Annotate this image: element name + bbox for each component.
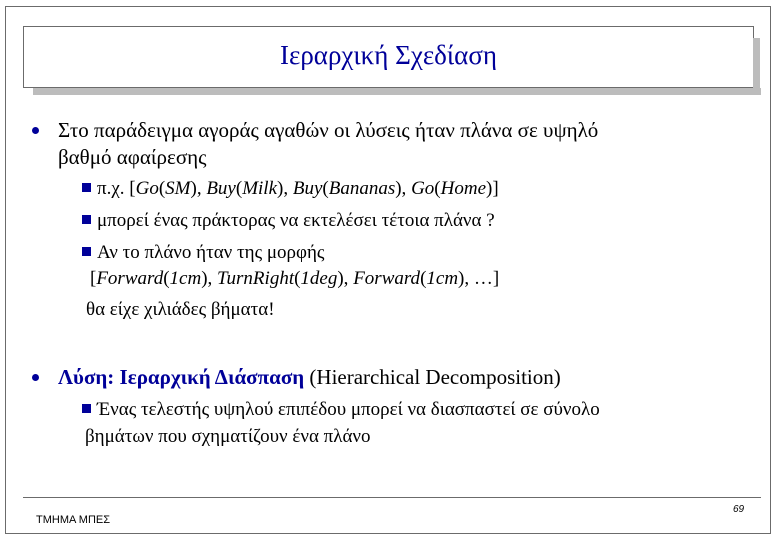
sub1-home: Home	[440, 178, 487, 199]
sub1-buy-2: Buy	[292, 178, 323, 199]
bullet2-label: Λύση: Ιεραρχική Διάσπαση	[58, 365, 305, 389]
sub3-line1: Αν το πλάνο ήταν της μορφής	[97, 242, 325, 263]
sub3-plan: [Forward(1cm), TurnRight(1deg), Forward(1cm), …]	[90, 268, 500, 289]
sub1-go-2: Go	[411, 178, 435, 199]
slide-title: Ιεραρχική Σχεδίαση	[280, 40, 497, 70]
sub1-example: π.χ. [Go(SM), Buy(Milk), Buy(Bananas), Go(Home)]	[97, 178, 499, 199]
footer-divider	[23, 497, 761, 498]
sub-bullet-square	[82, 215, 91, 224]
sub4-line1: Ένας τελεστής υψηλού επιπέδου μπορεί να διασπαστεί σε σύνολο	[97, 399, 600, 420]
bullet1-line1: Στο παράδειγμα αγοράς αγαθών οι λύσεις ήταν πλάνα σε υψηλό	[58, 118, 599, 142]
sub1-sm: SM	[165, 178, 191, 199]
footer-text: ΤΜΗΜΑ ΜΠΕΣ	[36, 514, 111, 526]
bullet2-rest: (Hierarchical Decomposition)	[304, 365, 561, 389]
sub1-bananas: Bananas	[328, 178, 396, 199]
title-shadow	[33, 88, 761, 95]
sub3-line3: θα είχε χιλιάδες βήματα!	[86, 299, 275, 320]
sub3-forward-2: Forward	[353, 268, 421, 289]
sub2-text: μπορεί ένας πράκτορας να εκτελέσει τέτοια πλάνα ?	[97, 210, 495, 231]
sub-bullet-square	[82, 183, 91, 192]
sub3-forward: Forward	[96, 268, 164, 289]
sub-bullet-square	[82, 404, 91, 413]
sub3-cm-2: 1cm	[426, 268, 459, 289]
bullet2-line	[58, 364, 561, 391]
sub1-milk: Milk	[242, 178, 278, 199]
sub1-prefix: π.χ. [	[97, 178, 136, 199]
bullet-dot	[32, 374, 39, 381]
bullet-dot	[32, 127, 39, 134]
sub1-go: Go	[135, 178, 159, 199]
sub4-line2: βημάτων που σχηματίζουν ένα πλάνο	[85, 426, 371, 447]
sub-bullet-square	[82, 247, 91, 256]
sub3-turnright: TurnRight	[217, 268, 295, 289]
sub3-deg: 1deg	[300, 268, 338, 289]
sub1-buy: Buy	[206, 178, 236, 199]
sub3-cm: 1cm	[169, 268, 202, 289]
bullet1-line2: βαθμό αφαίρεσης	[58, 145, 207, 169]
page-number: 69	[733, 504, 745, 515]
